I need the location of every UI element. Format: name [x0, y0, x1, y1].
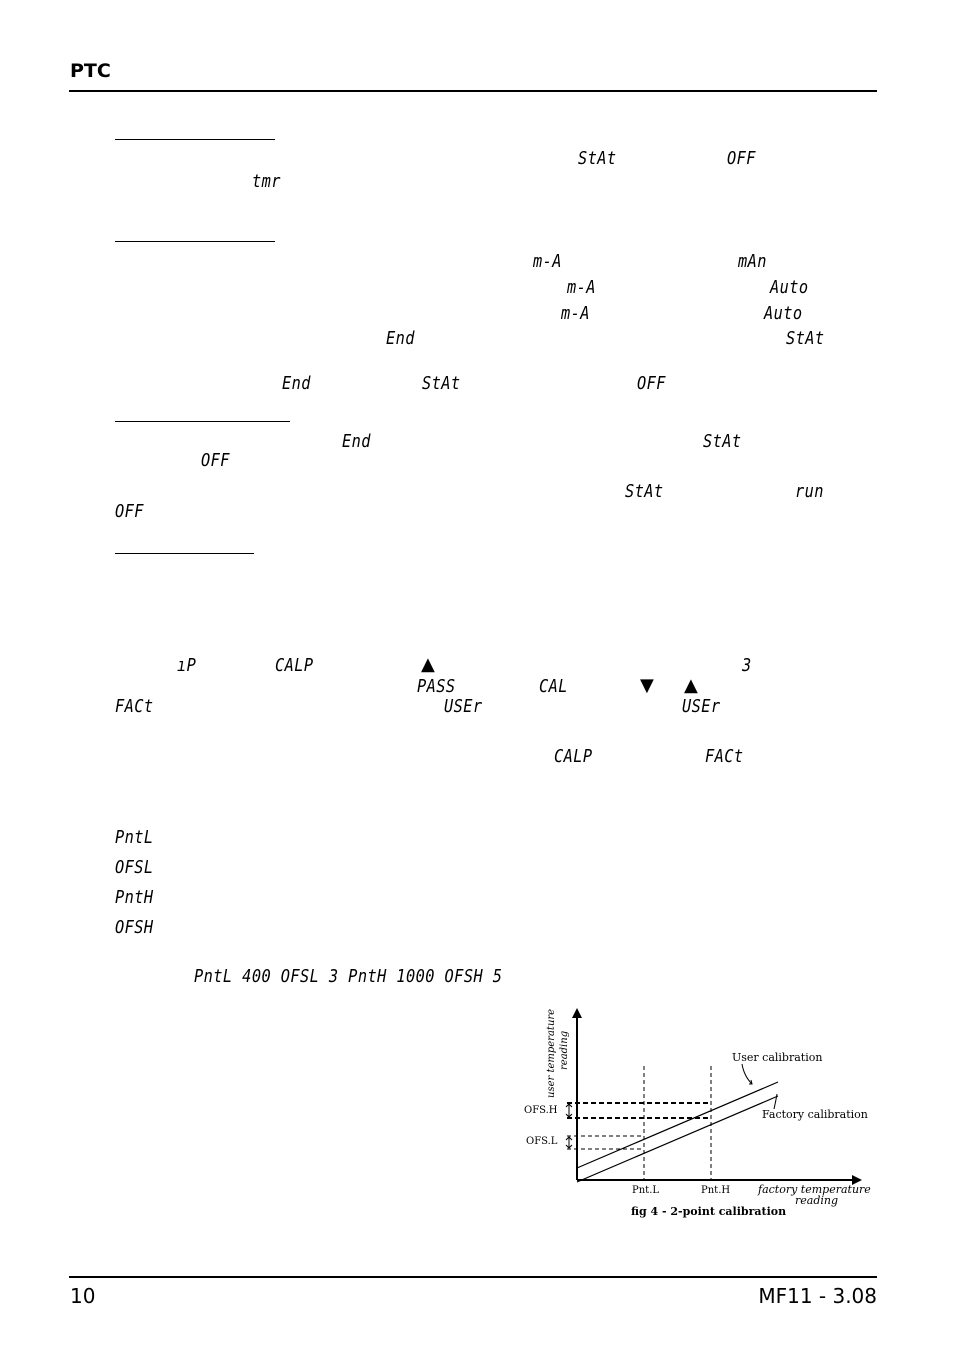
code-ofsh: OFSH — [115, 917, 154, 938]
code-3: 3 — [742, 655, 752, 676]
code-cal: CAL — [539, 676, 568, 697]
code-tmr: tmr — [252, 171, 281, 192]
figure-caption: fig 4 - 2-point calibration — [631, 1205, 787, 1218]
code-m-a: m-A — [533, 251, 562, 272]
code-off: OFF — [727, 148, 756, 169]
code-man: mAn — [738, 251, 767, 272]
code-stat: StAt — [786, 328, 825, 349]
calibration-example: PntL 400 OFSL 3 PntH 1000 OFSH 5 — [194, 966, 503, 987]
ofs-h-label: OFS.H — [524, 1105, 558, 1116]
page-header-title: PTC — [70, 60, 111, 82]
section-heading-underline — [115, 139, 275, 140]
code-off: OFF — [637, 373, 666, 394]
code-stat: StAt — [578, 148, 617, 169]
code-fact: FACt — [115, 696, 154, 717]
factory-calibration-line — [577, 1096, 778, 1182]
code-m-a: m-A — [561, 303, 590, 324]
code-pnth: PntH — [115, 887, 154, 908]
down-arrow-icon: ▼ — [640, 675, 654, 696]
up-arrow-icon: ▲ — [421, 654, 435, 675]
y-axis-label-line1: user temperature — [546, 1008, 557, 1098]
code-run: run — [795, 481, 824, 502]
section-heading-underline — [115, 241, 275, 242]
two-point-calibration-diagram — [510, 1000, 880, 1225]
code-pntl: PntL — [115, 827, 154, 848]
code-ofsl: OFSL — [115, 857, 154, 878]
code-auto: Auto — [770, 277, 809, 298]
code-stat: StAt — [422, 373, 461, 394]
code-end: End — [282, 373, 311, 394]
code-end: End — [342, 431, 371, 452]
code-off: OFF — [201, 450, 230, 471]
user-calibration-label: User calibration — [732, 1051, 823, 1064]
pnt-l-label: Pnt.L — [632, 1185, 660, 1196]
code-calp: CALP — [554, 746, 593, 767]
footer-rule — [69, 1276, 877, 1278]
user-label-pointer — [742, 1064, 752, 1084]
code-fact: FACt — [705, 746, 744, 767]
x-axis-label-line1: factory temperature — [758, 1183, 871, 1196]
code-stat: StAt — [625, 481, 664, 502]
factory-calibration-label: Factory calibration — [762, 1108, 868, 1121]
ofs-l-label: OFS.L — [526, 1136, 558, 1147]
factory-label-pointer — [774, 1094, 777, 1109]
code-m-a: m-A — [567, 277, 596, 298]
x-axis-label-line2: reading — [795, 1194, 839, 1207]
code-user: USEr — [444, 696, 483, 717]
code-end: End — [386, 328, 415, 349]
y-axis-label-line2: reading — [559, 1030, 570, 1070]
document-id: MF11 - 3.08 — [758, 1284, 877, 1308]
pnt-h-label: Pnt.H — [701, 1185, 731, 1196]
code-auto: Auto — [764, 303, 803, 324]
ofs-l-arrow-icon — [566, 1137, 572, 1148]
header-rule — [69, 90, 877, 92]
section-heading-underline — [115, 421, 290, 422]
code-off: OFF — [115, 501, 144, 522]
section-heading-underline — [115, 553, 254, 554]
code-pass: PASS — [417, 676, 456, 697]
ofs-h-arrow-icon — [566, 1104, 572, 1117]
page-number: 10 — [70, 1284, 96, 1308]
code-stat: StAt — [703, 431, 742, 452]
user-calibration-line — [577, 1082, 778, 1168]
code-ip: ıP — [177, 655, 197, 676]
up-arrow-icon: ▲ — [684, 675, 698, 696]
code-calp: CALP — [275, 655, 314, 676]
code-user: USEr — [682, 696, 721, 717]
